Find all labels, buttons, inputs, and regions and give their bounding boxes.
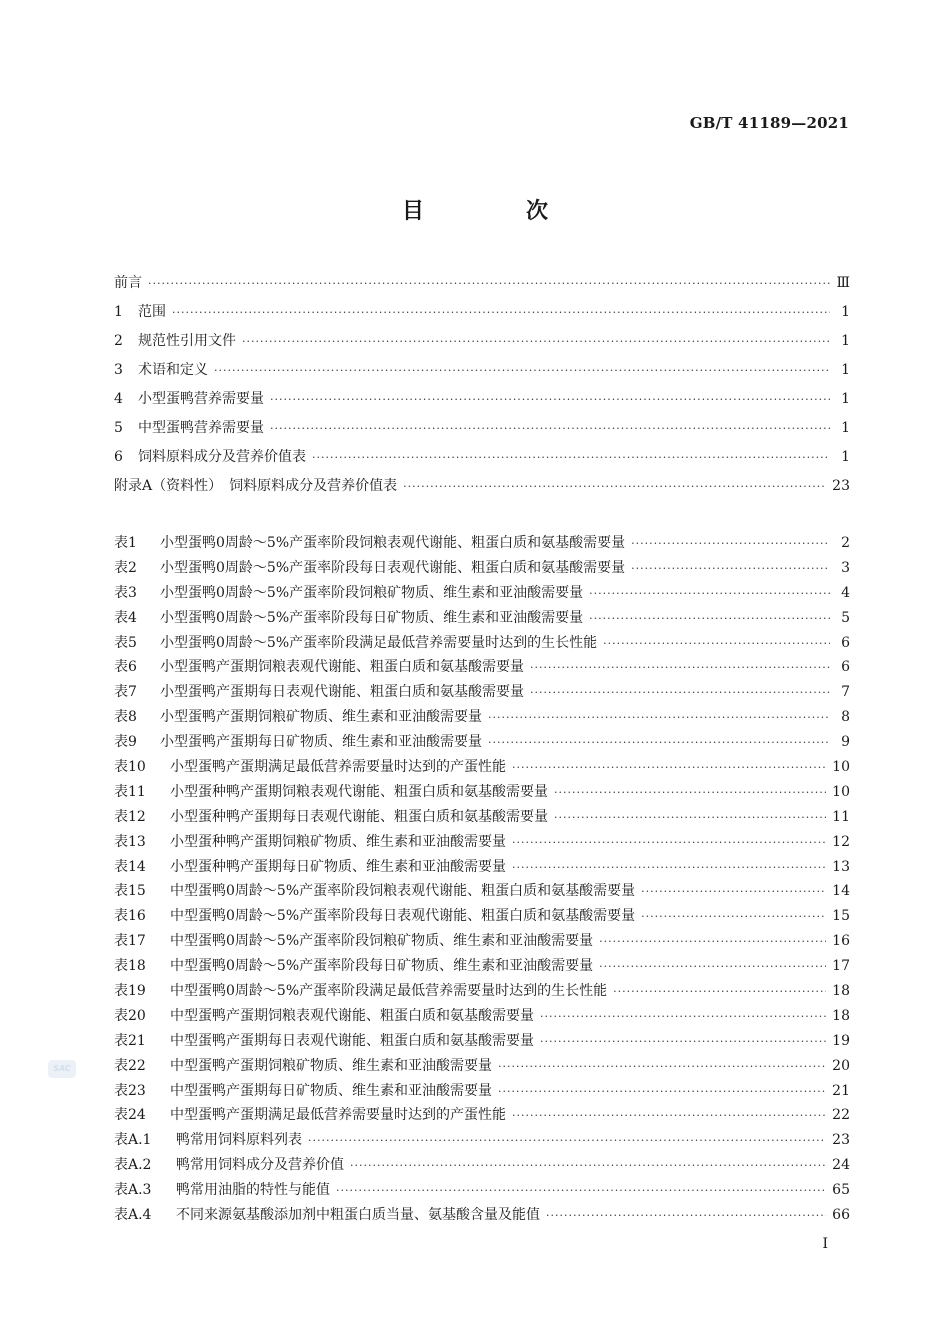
toc-entry-page: 17 bbox=[832, 958, 850, 975]
toc-dot-leader bbox=[498, 1080, 826, 1105]
toc-entry-title: 术语和定义 bbox=[138, 362, 208, 378]
toc-entry-title: 中型蛋鸭0周龄～5%产蛋率阶段每日矿物质、维生素和亚油酸需要量 bbox=[170, 958, 594, 975]
toc-entry-title: 小型蛋鸭0周龄～5%产蛋率阶段饲粮矿物质、维生素和亚油酸需要量 bbox=[160, 584, 584, 601]
toc-entry[interactable] bbox=[114, 954, 850, 979]
toc-tables bbox=[114, 531, 850, 1228]
toc-dot-leader bbox=[641, 880, 826, 905]
toc-entry-title: 小型蛋鸭产蛋期每日表观代谢能、粗蛋白质和氨基酸需要量 bbox=[160, 684, 524, 701]
toc-entry-number: 表14 bbox=[114, 858, 146, 875]
standard-number: GB/T 41189—2021 bbox=[689, 114, 849, 132]
toc-dot-leader bbox=[530, 656, 830, 681]
toc-entry[interactable] bbox=[114, 979, 850, 1004]
toc-entry[interactable] bbox=[114, 1203, 850, 1228]
toc-entry-page: 24 bbox=[832, 1157, 850, 1174]
toc-dot-leader bbox=[172, 298, 830, 327]
toc-entry[interactable] bbox=[114, 929, 850, 954]
toc-entry-page: 10 bbox=[832, 759, 850, 776]
toc-entry[interactable] bbox=[114, 1004, 850, 1029]
toc-entry-page: 14 bbox=[832, 883, 850, 900]
toc-entry-number: 表19 bbox=[114, 983, 146, 1000]
toc-entry[interactable] bbox=[114, 556, 850, 581]
toc-entry-title: 小型蛋鸭产蛋期饲粮表观代谢能、粗蛋白质和氨基酸需要量 bbox=[160, 659, 524, 676]
toc-dot-leader bbox=[540, 1005, 826, 1030]
toc-entry[interactable] bbox=[114, 655, 850, 680]
toc-dot-leader bbox=[631, 532, 830, 557]
toc-entry-title: 小型蛋鸭营养需要量 bbox=[138, 391, 264, 407]
toc-dot-leader bbox=[270, 385, 830, 414]
toc-dot-leader bbox=[589, 582, 830, 607]
toc-entry-page: 1 bbox=[841, 304, 850, 320]
toc-entry-title: 小型蛋鸭0周龄～5%产蛋率阶段饲粮表观代谢能、粗蛋白质和氨基酸需要量 bbox=[160, 535, 626, 551]
page-number: I bbox=[822, 1236, 828, 1252]
sac-watermark-logo: SAC bbox=[48, 1060, 76, 1078]
toc-dot-leader bbox=[589, 607, 830, 632]
toc-entry-page: 20 bbox=[832, 1057, 850, 1074]
toc-entry-number: 表8 bbox=[114, 709, 137, 726]
toc-entry-number: 表20 bbox=[114, 1007, 146, 1024]
toc-entry-title: 中型蛋鸭产蛋期每日表观代谢能、粗蛋白质和氨基酸需要量 bbox=[170, 1032, 534, 1049]
toc-entry-number: 表16 bbox=[114, 908, 146, 925]
toc-entry-title: 小型蛋鸭产蛋期满足最低营养需要量时达到的产蛋性能 bbox=[170, 759, 506, 776]
toc-entry-title: 中型蛋鸭产蛋期满足最低营养需要量时达到的产蛋性能 bbox=[170, 1107, 506, 1124]
toc-dot-leader bbox=[603, 632, 830, 657]
toc-entry-number: 3 bbox=[114, 362, 123, 378]
toc-entry-number: 表12 bbox=[114, 808, 146, 825]
toc-entry-page: 5 bbox=[841, 609, 850, 626]
toc-dot-leader bbox=[546, 1204, 826, 1229]
toc-entry[interactable] bbox=[114, 855, 850, 880]
toc-entry[interactable] bbox=[114, 830, 850, 855]
toc-entry[interactable] bbox=[114, 755, 850, 780]
toc-entry-page: 2 bbox=[841, 535, 850, 551]
toc-dot-leader bbox=[613, 980, 826, 1005]
toc-entry[interactable] bbox=[114, 327, 850, 356]
toc-entry-title: 鸭常用饲料原料列表 bbox=[176, 1132, 302, 1149]
toc-entry-page: 1 bbox=[841, 362, 850, 378]
toc-entry-title: 中型蛋鸭0周龄～5%产蛋率阶段满足最低营养需要量时达到的生长性能 bbox=[170, 983, 608, 1000]
toc-entry-page: 18 bbox=[832, 983, 850, 1000]
toc-dot-leader bbox=[403, 472, 826, 501]
toc-entry-page: 7 bbox=[841, 684, 850, 701]
toc-entry-title: 鸭常用饲料成分及营养价值 bbox=[176, 1157, 344, 1174]
toc-entry[interactable] bbox=[114, 472, 850, 501]
toc-entry-page: 66 bbox=[832, 1207, 850, 1224]
toc-entry[interactable] bbox=[114, 705, 850, 730]
toc-entry-title: 中型蛋鸭0周龄～5%产蛋率阶段饲粮表观代谢能、粗蛋白质和氨基酸需要量 bbox=[170, 883, 636, 900]
toc-entry-title: 中型蛋鸭产蛋期饲粮矿物质、维生素和亚油酸需要量 bbox=[170, 1057, 492, 1074]
toc-entry[interactable] bbox=[114, 356, 850, 385]
toc-entry-title: 中型蛋鸭产蛋期每日矿物质、维生素和亚油酸需要量 bbox=[170, 1082, 492, 1099]
toc-entry-number: 表A.2 bbox=[114, 1157, 152, 1174]
toc-entry-title: 小型蛋种鸭产蛋期饲粮矿物质、维生素和亚油酸需要量 bbox=[170, 833, 506, 850]
toc-entry[interactable] bbox=[114, 581, 850, 606]
toc-entry-title: 小型蛋鸭0周龄～5%产蛋率阶段每日矿物质、维生素和亚油酸需要量 bbox=[160, 609, 584, 626]
toc-entry-page: 11 bbox=[832, 808, 850, 825]
toc-entry[interactable] bbox=[114, 780, 850, 805]
toc-entry-page: 4 bbox=[841, 584, 850, 601]
toc-entry-title: 鸭常用油脂的特性与能值 bbox=[176, 1182, 330, 1199]
toc-entry[interactable] bbox=[114, 298, 850, 327]
toc-entry-title: 小型蛋鸭0周龄～5%产蛋率阶段满足最低营养需要量时达到的生长性能 bbox=[160, 634, 598, 651]
toc-dot-leader bbox=[148, 269, 830, 298]
toc-entry-page: 23 bbox=[832, 478, 850, 494]
toc-dot-leader bbox=[350, 1154, 826, 1179]
toc-entry-number: 1 bbox=[114, 304, 123, 320]
toc-dot-leader bbox=[308, 1129, 826, 1154]
toc-entry-title: 小型蛋种鸭产蛋期饲粮表观代谢能、粗蛋白质和氨基酸需要量 bbox=[170, 783, 548, 800]
toc-dot-leader bbox=[312, 443, 830, 472]
toc-entry[interactable] bbox=[114, 1079, 850, 1104]
toc-entry[interactable] bbox=[114, 531, 850, 556]
toc-entry-title: 小型蛋种鸭产蛋期每日表观代谢能、粗蛋白质和氨基酸需要量 bbox=[170, 808, 548, 825]
toc-dot-leader bbox=[599, 955, 826, 980]
toc-entry-title: 附录A（资料性） 饲料原料成分及营养价值表 bbox=[114, 478, 398, 494]
toc-entry-number: 表A.1 bbox=[114, 1132, 152, 1149]
toc-entry[interactable] bbox=[114, 1128, 850, 1153]
toc-entry-page: 1 bbox=[841, 449, 850, 465]
toc-entry-number: 2 bbox=[114, 333, 123, 349]
toc-dot-leader bbox=[242, 327, 830, 356]
toc-entry-title: 饲料原料成分及营养价值表 bbox=[138, 449, 306, 465]
toc-dot-leader bbox=[530, 681, 830, 706]
toc-dot-leader bbox=[214, 356, 830, 385]
toc-entry-page: 10 bbox=[832, 783, 850, 800]
toc-entry-title: 中型蛋鸭0周龄～5%产蛋率阶段饲粮矿物质、维生素和亚油酸需要量 bbox=[170, 933, 594, 950]
toc-entry[interactable] bbox=[114, 904, 850, 929]
toc-entry[interactable] bbox=[114, 269, 850, 298]
toc-entry-page: 13 bbox=[832, 858, 850, 875]
toc-entry-page: 65 bbox=[832, 1182, 850, 1199]
toc-entry-page: 21 bbox=[832, 1082, 850, 1099]
toc-dot-leader bbox=[599, 930, 826, 955]
toc-entry-page: 3 bbox=[841, 559, 850, 576]
toc-entry-page: 8 bbox=[841, 709, 850, 726]
toc-entry-page: Ⅲ bbox=[836, 275, 850, 291]
toc-entry-number: 表A.3 bbox=[114, 1182, 152, 1199]
toc-entry-page: 9 bbox=[841, 734, 850, 751]
toc-dot-leader bbox=[512, 856, 826, 881]
toc-dot-leader bbox=[641, 905, 826, 930]
toc-dot-leader bbox=[336, 1179, 826, 1204]
toc-entry-title: 中型蛋鸭营养需要量 bbox=[138, 420, 264, 436]
toc-entry[interactable] bbox=[114, 385, 850, 414]
toc-dot-leader bbox=[498, 1055, 826, 1080]
toc-entry-page: 1 bbox=[841, 420, 850, 436]
toc-entry-number: 表5 bbox=[114, 634, 137, 651]
toc-dot-leader bbox=[488, 706, 830, 731]
toc-entry[interactable] bbox=[114, 443, 850, 472]
toc-entry-number: 表13 bbox=[114, 833, 146, 850]
toc-entry[interactable] bbox=[114, 631, 850, 656]
toc-entry-page: 19 bbox=[832, 1032, 850, 1049]
toc-entry-number: 表A.4 bbox=[114, 1207, 152, 1224]
toc-entry-number: 表18 bbox=[114, 958, 146, 975]
toc-entry-number: 表9 bbox=[114, 734, 137, 751]
toc-entry-number: 4 bbox=[114, 391, 123, 407]
toc-entry[interactable] bbox=[114, 805, 850, 830]
toc-entry-number: 表6 bbox=[114, 659, 137, 676]
toc-entry-page: 15 bbox=[832, 908, 850, 925]
toc-entry-page: 12 bbox=[832, 833, 850, 850]
toc-entry-number: 表17 bbox=[114, 933, 146, 950]
toc-entry-title: 小型蛋鸭产蛋期每日矿物质、维生素和亚油酸需要量 bbox=[160, 734, 482, 751]
toc-entry-number: 表3 bbox=[114, 584, 137, 601]
toc-dot-leader bbox=[488, 731, 830, 756]
toc-entry-title: 不同来源氨基酸添加剂中粗蛋白质当量、氨基酸含量及能值 bbox=[176, 1207, 540, 1224]
toc-entry-number: 表10 bbox=[114, 759, 146, 776]
toc-dot-leader bbox=[512, 831, 826, 856]
toc-entry-title: 小型蛋鸭0周龄～5%产蛋率阶段每日表观代谢能、粗蛋白质和氨基酸需要量 bbox=[160, 559, 626, 576]
toc-entry-page: 6 bbox=[841, 659, 850, 676]
page-title: 目 次 bbox=[401, 199, 588, 224]
toc-sections bbox=[114, 269, 850, 501]
toc-entry-title: 小型蛋鸭产蛋期饲粮矿物质、维生素和亚油酸需要量 bbox=[160, 709, 482, 726]
toc-entry[interactable] bbox=[114, 1178, 850, 1203]
toc-entry-page: 23 bbox=[832, 1132, 850, 1149]
toc-entry-number: 5 bbox=[114, 420, 123, 436]
toc-entry-number: 表1 bbox=[114, 535, 137, 551]
toc-dot-leader bbox=[512, 1104, 826, 1129]
toc-entry[interactable] bbox=[114, 1153, 850, 1178]
toc-entry[interactable] bbox=[114, 1029, 850, 1054]
toc-entry[interactable] bbox=[114, 730, 850, 755]
toc-dot-leader bbox=[554, 781, 826, 806]
toc-entry-number: 表11 bbox=[114, 783, 146, 800]
toc-entry-number: 6 bbox=[114, 449, 123, 465]
toc-entry-title: 范围 bbox=[138, 304, 166, 320]
toc-dot-leader bbox=[512, 756, 826, 781]
toc-entry-title: 前言 bbox=[114, 275, 142, 291]
toc-entry-page: 22 bbox=[832, 1107, 850, 1124]
toc-entry-number: 表7 bbox=[114, 684, 137, 701]
toc-entry-number: 表22 bbox=[114, 1057, 146, 1074]
toc-entry-number: 表15 bbox=[114, 883, 146, 900]
toc-entry[interactable] bbox=[114, 1054, 850, 1079]
toc-entry[interactable] bbox=[114, 879, 850, 904]
toc-dot-leader bbox=[554, 806, 826, 831]
toc-entry-title: 中型蛋鸭产蛋期饲粮表观代谢能、粗蛋白质和氨基酸需要量 bbox=[170, 1007, 534, 1024]
toc-dot-leader bbox=[631, 557, 830, 582]
toc-entry-title: 规范性引用文件 bbox=[138, 333, 236, 349]
toc-dot-leader bbox=[270, 414, 830, 443]
toc-dot-leader bbox=[540, 1030, 826, 1055]
toc-entry-number: 表2 bbox=[114, 559, 137, 576]
toc-entry-number: 表21 bbox=[114, 1032, 146, 1049]
toc-entry-number: 表24 bbox=[114, 1107, 146, 1124]
toc-entry-page: 6 bbox=[841, 634, 850, 651]
toc-entry-title: 小型蛋种鸭产蛋期每日矿物质、维生素和亚油酸需要量 bbox=[170, 858, 506, 875]
toc-entry-page: 1 bbox=[841, 333, 850, 349]
toc-entry[interactable] bbox=[114, 414, 850, 443]
toc-entry[interactable] bbox=[114, 606, 850, 631]
toc-entry[interactable] bbox=[114, 1103, 850, 1128]
toc-entry[interactable] bbox=[114, 680, 850, 705]
toc-entry-number: 表4 bbox=[114, 609, 137, 626]
toc-entry-number: 表23 bbox=[114, 1082, 146, 1099]
toc-entry-page: 16 bbox=[832, 933, 850, 950]
toc-entry-page: 1 bbox=[841, 391, 850, 407]
toc-entry-page: 18 bbox=[832, 1007, 850, 1024]
toc-entry-title: 中型蛋鸭0周龄～5%产蛋率阶段每日表观代谢能、粗蛋白质和氨基酸需要量 bbox=[170, 908, 636, 925]
